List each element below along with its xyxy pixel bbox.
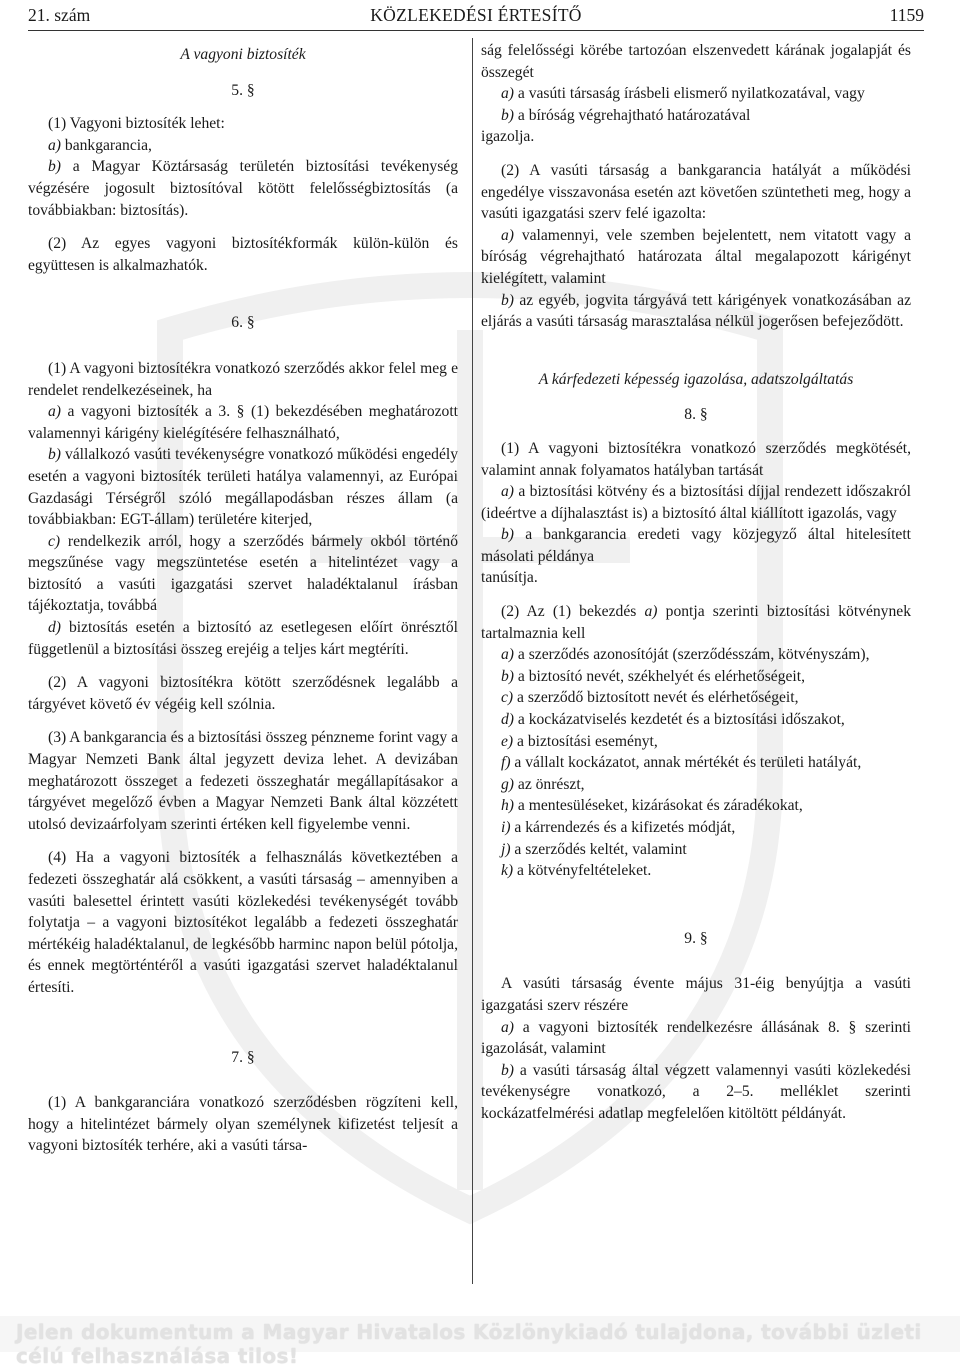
list-item: b) a biztosító nevét, székhelyét és elérhetőségeit, [501,667,805,685]
list-item: h) a mentesüléseket, kizárásokat és záradékokat, [501,797,803,815]
paragraph: (4) Ha a vagyoni biztosíték a felhasználás következtében a fedezeti összeghatár alá csökkent, a vasúti társaság – amennyiben a vasúti balesettel érintett vasúti közlekedési tevékenységét tovább folytatja – a vagyoni biztosítékot legalább a fedezeti összeghatár mértékéig haladéktalanul, de legkésőbb harminc napon belül pótolja, és ennek megtörténtéről a vasúti igazgatási szervet haladéktalanul értesíti. [28,849,458,996]
paragraph: (2) A vasúti társaság a bankgarancia hatályát a működési engedélye visszavonása esetén azt követően szüntetheti meg, hogy a vasúti igazgatási szerv felé igazolta: [481,161,911,223]
paragraph: (1) Vagyoni biztosíték lehet: [48,115,225,133]
list-item: a) bankgarancia, [48,136,152,154]
watermark-text: Jelen dokumentum a Magyar Hivatalos Közlönykiadó tulajdona, további üzleti célú felhasználása tilos! [16,1320,922,1368]
journal-title: KÖZLEKEDÉSI ÉRTESÍTŐ [370,5,582,25]
list-item: k) a kötvényfeltételeket. [501,862,652,880]
list-item: b) a Magyar Köztársaság területén biztosítási tevékenység végzésére jogosult biztosítóval kötött felelősségbiztosítás (a továbbiakban: biztosítás). [28,158,458,219]
list-item: b) a bankgarancia eredeti vagy közjegyző által hitelesített másolati példánya [481,526,911,565]
paragraph: ság felelősségi körébe tartozóan elszenvedett kárának jogalapját és összegét [481,42,911,81]
paragraph: igazolja. [481,128,535,146]
list-item: c) a szerződő biztosított nevét és elérhetőségeit, [501,689,799,707]
list-item: b) a vasúti társaság által végzett valamennyi vasúti közlekedési tevékenységre vonatkozó, a 2–5. melléklet szerinti kockázatfelmérési adatlap megfelelően kitöltött példányát. [481,1061,911,1122]
paragraph-number: 7. § [231,1048,255,1066]
list-item: e) a biztosítási eseményt, [501,732,658,750]
left-column [28,40,458,1157]
paragraph: (2) Az egyes vagyoni biztosítékformák külön-külön és együttesen is alkalmazhatók. [28,235,458,274]
section-heading: A vagyoni biztosíték [180,46,306,63]
list-item: i) a kárrendezés és a kifizetés módját, [501,819,736,836]
header-divider [28,30,924,31]
paragraph: tanúsítja. [481,569,538,587]
list-item: j) a szerződés keltét, valamint [501,840,687,858]
list-item: g) az önrészt, [501,775,585,793]
issue-number: 21. szám [28,5,91,25]
list-item: c) rendelkezik arról, hogy a szerződés bármely okból történő megszűnése vagy megszüntetése esetén a hitelintézet vagy a biztosító a vasúti igazgatási szervet haladéktalanul írásban tájékoztatja, továbbá [28,532,458,615]
paragraph: (3) A bankgarancia és a biztosítási összeg pénzneme forint vagy a Magyar Nemzeti Bank által jegyzett deviza lehet. A devizában meghatározott összeget a fedezeti összeghatár megállapításakor a tárgyévet megelőző évben a Magyar Nemzeti Bank által közzétett utolsó devizaárfolyam szerinti értéken kell figyelembe venni. [28,729,458,833]
column-divider [472,38,473,1284]
list-item: b) vállalkozó vasúti tevékenységre vonatkozó működési engedély esetén a vagyoni biztosíték területi hatálya valamennyi, az Európai Gazdasági Térségről szóló megállapodásban részes állam (a továbbiakban: EGT-állam) területére kiterjed, [28,446,458,529]
paragraph-number: 6. § [231,314,255,332]
list-item: b) a bíróság végrehajtható határozatával [501,106,751,124]
list-item: a) a vagyoni biztosíték a 3. § (1) bekezdésében meghatározott valamennyi kárigény kielégítésére felhasználható, [28,403,458,442]
paragraph: A vasúti társaság évente május 31-éig benyújtja a vasúti igazgatási szerv részére [481,975,911,1014]
list-item: a) a szerződés azonosítóját (szerződésszám, kötvényszám), [501,646,870,664]
paragraph-number: 9. § [684,929,708,947]
requirements-list [481,644,911,882]
list-item: a) a vagyoni biztosíték rendelkezésre állásának 8. § szerinti igazolását, valamint [481,1018,911,1058]
paragraph: (1) A bankgaranciára vonatkozó szerződésben rögzíteni kell, hogy a hitelintézet bármely olyan személynek kifizetést teljesít a vagyoni biztosíték terhére, aki a vasúti társa- [28,1094,458,1155]
paragraph: (1) A vagyoni biztosítékra vonatkozó szerződés akkor felel meg e rendelet rendelkezéseinek, ha [28,359,458,399]
page-header [28,4,924,26]
section-heading: A kárfedezeti képesség igazolása, adatszolgáltatás [538,370,854,388]
right-column [481,40,911,1125]
footer-watermark [0,1316,960,1368]
list-item: d) a kockázatviselés kezdetét és a biztosítási időszakot, [501,711,845,729]
list-item: a) a biztosítási kötvény és a biztosítási díjjal rendezett időszakról (ideértve a díjhalasztást is) a biztosító által kiállított igazolás, vagy [481,483,911,522]
paragraph: (2) Az (1) bekezdés a) pontja szerinti biztosítási kötvénynek tartalmaznia kell [481,603,911,642]
list-item: b) az egyéb, jogvita tárgyává tett kárigények vonatkozásában az eljárás a vasúti társaság marasztalása nélkül jogerősen befejeződött. [481,291,911,331]
paragraph: (2) A vagyoni biztosítékra kötött szerződésnek legalább a tárgyévet követő év végéig kell szólnia. [28,674,458,713]
page-number: 1159 [889,5,924,25]
list-item: f) a vállalt kockázatot, annak mértékét és területi hatályát, [501,754,862,772]
list-item: a) valamennyi, vele szemben bejelentett, nem vitatott vagy a bíróság végrehajtható határozata által megalapozott kárigényt kielégített, valamint [481,226,911,287]
paragraph-number: 5. § [231,81,255,99]
paragraph-number: 8. § [684,406,708,424]
paragraph: (1) A vagyoni biztosítékra vonatkozó szerződés megkötését, valamint annak folyamatos hatályban tartását [481,439,911,479]
list-item: a) a vasúti társaság írásbeli elismerő nyilatkozatával, vagy [501,85,865,103]
list-item: d) biztosítás esetén a biztosító az esetlegesen előírt önrésztől függetlenül a biztosítási összeg erejéig a teljes kárt megtéríti. [28,619,458,658]
